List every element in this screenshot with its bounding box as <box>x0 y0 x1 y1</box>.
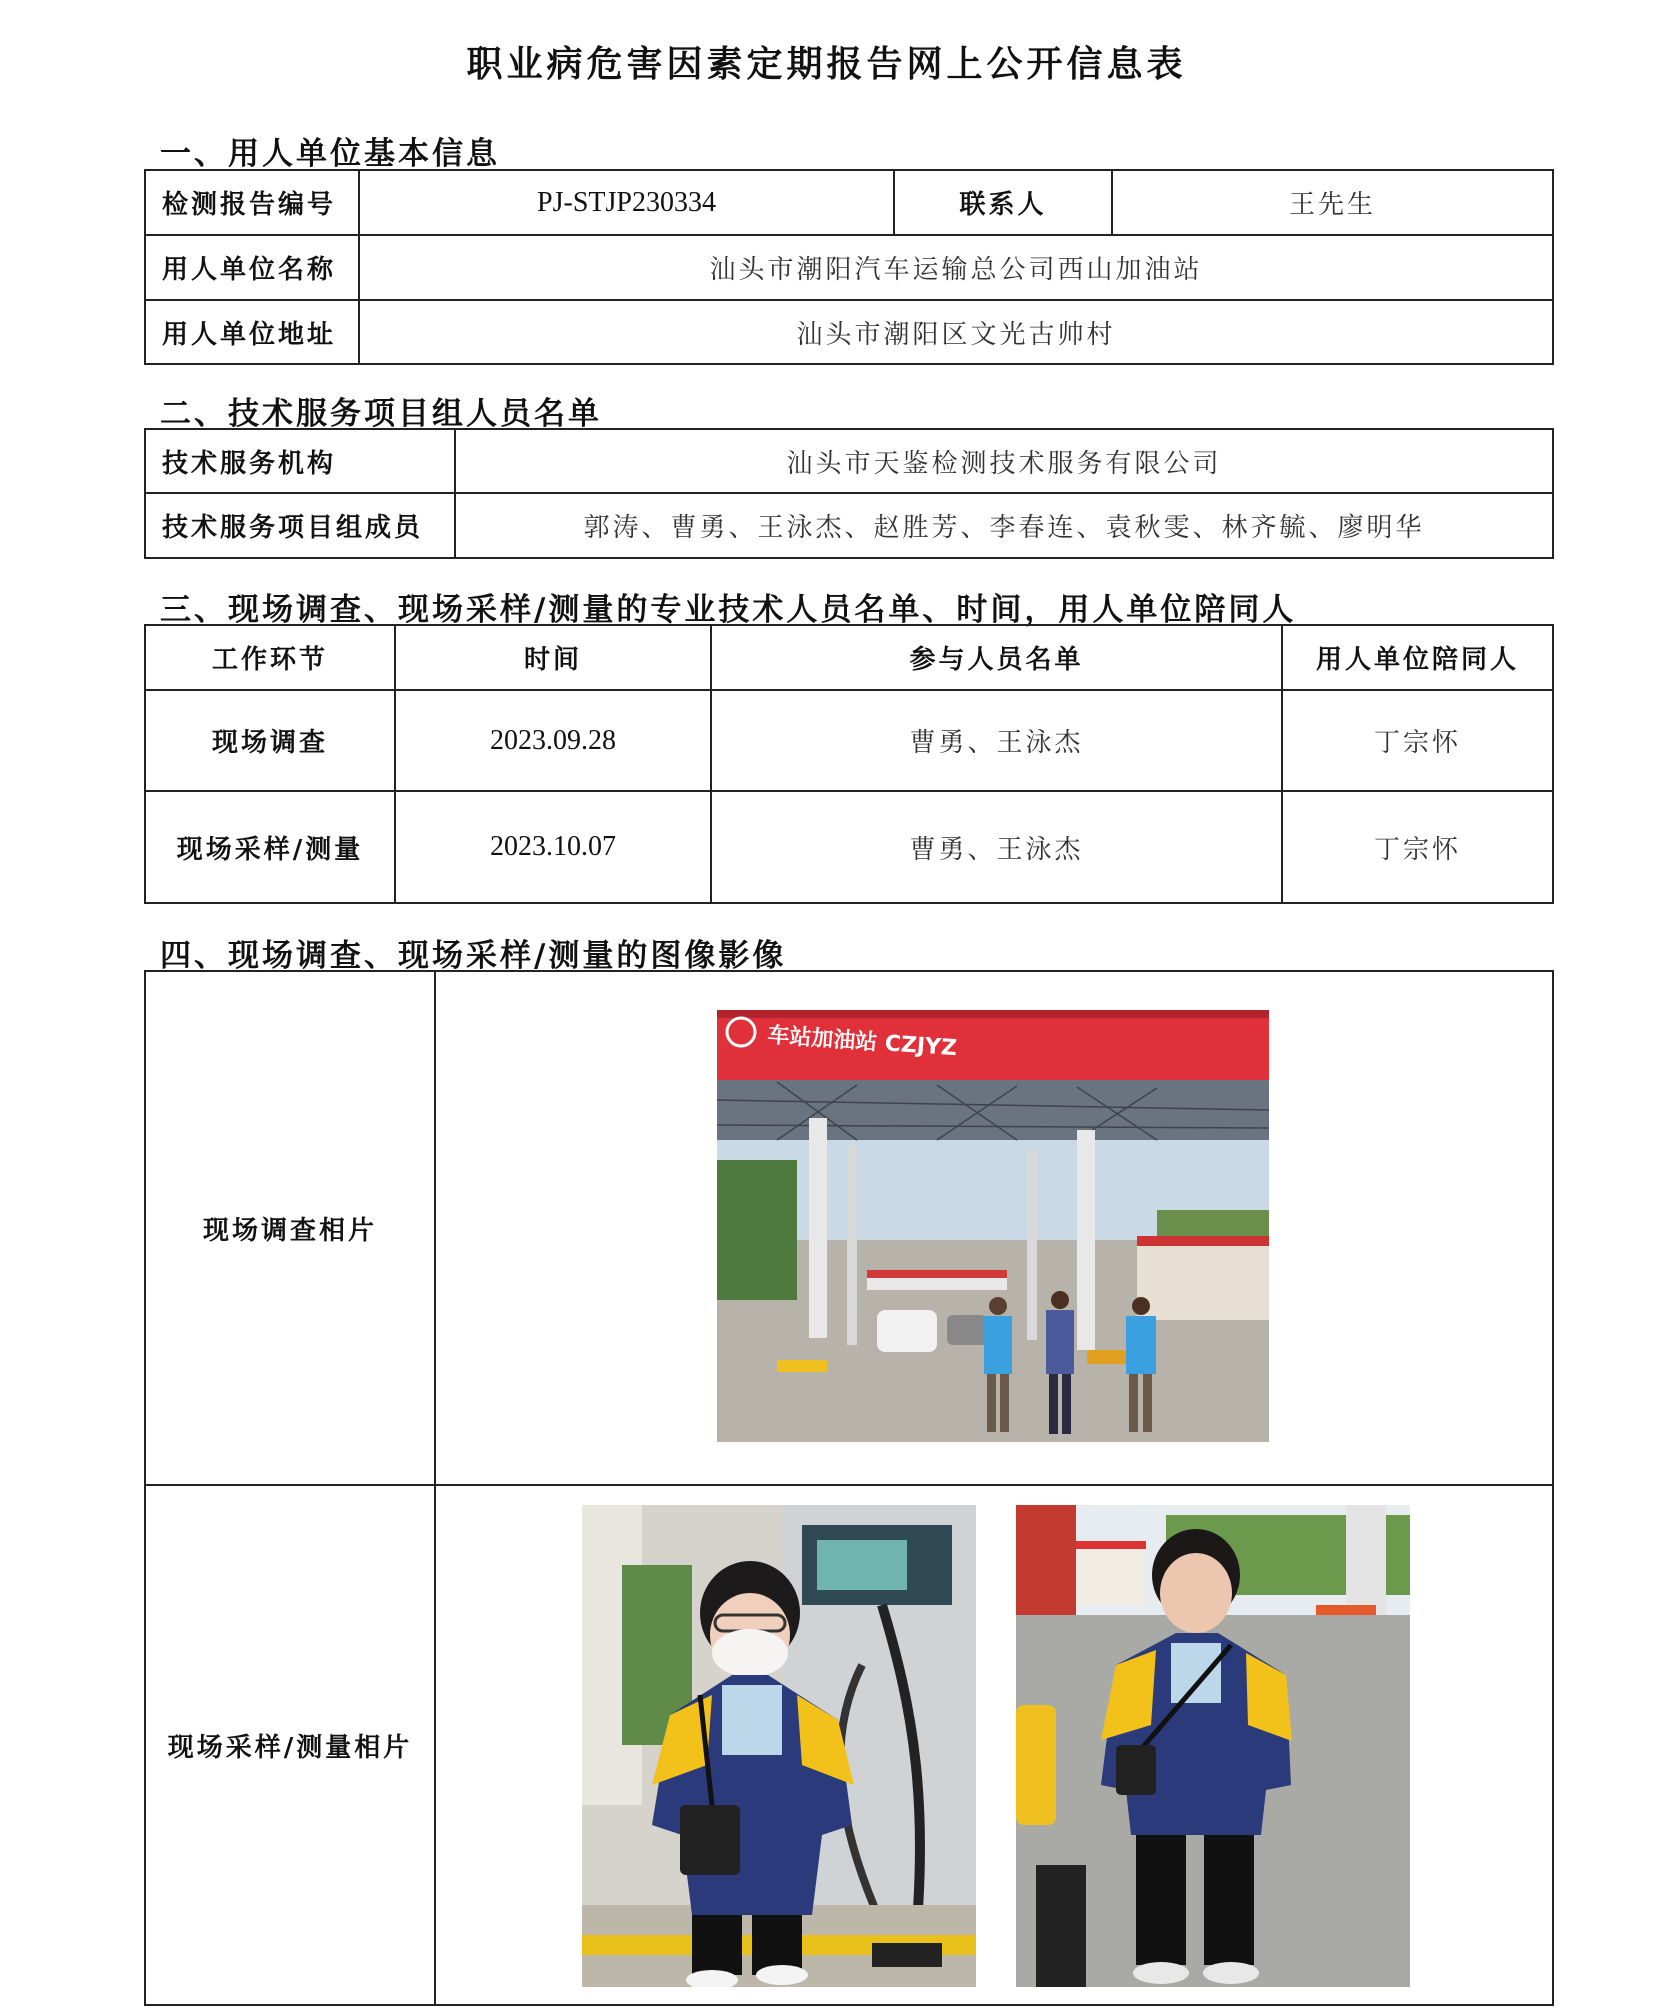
contact-value: 王先生 <box>1112 170 1553 235</box>
org-label: 技术服务机构 <box>145 429 455 493</box>
worker-with-mask-image <box>582 1505 976 1987</box>
basic-info-table <box>144 169 1554 365</box>
section2-heading: 二、技术服务项目组人员名单 <box>160 396 602 432</box>
team-table <box>144 428 1554 559</box>
date-cell: 2023.09.28 <box>395 690 711 791</box>
section4-heading: 四、现场调查、现场采样/测量的图像影像 <box>160 938 787 974</box>
staff-cell: 曹勇、王泳杰 <box>711 690 1282 791</box>
section1-heading: 一、用人单位基本信息 <box>160 136 500 172</box>
escort-cell: 丁宗怀 <box>1282 791 1553 903</box>
survey-photo-label: 现场调查相片 <box>145 971 435 1485</box>
sampling-photo-2 <box>1016 1505 1410 1987</box>
survey-photo <box>717 1010 1269 1442</box>
date-cell: 2023.10.07 <box>395 791 711 903</box>
unit-name-value: 汕头市潮阳汽车运输总公司西山加油站 <box>359 235 1553 300</box>
gas-station-image <box>717 1010 1269 1442</box>
unit-addr-value: 汕头市潮阳区文光古帅村 <box>359 300 1553 364</box>
table-row <box>145 791 1553 903</box>
contact-label: 联系人 <box>894 170 1112 235</box>
staff-cell: 曹勇、王泳杰 <box>711 791 1282 903</box>
section3-heading: 三、现场调查、现场采样/测量的专业技术人员名单、时间，用人单位陪同人 <box>160 592 1297 628</box>
station-sign-text: 车站加油站 CZJYZ <box>766 1023 958 1062</box>
escort-cell: 丁宗怀 <box>1282 690 1553 791</box>
col-header-date: 时间 <box>395 625 711 690</box>
col-header-stage: 工作环节 <box>145 625 395 690</box>
schedule-table <box>144 624 1554 904</box>
stage-cell: 现场调查 <box>145 690 395 791</box>
members-label: 技术服务项目组成员 <box>145 493 455 558</box>
sampling-photo-label: 现场采样/测量相片 <box>145 1485 435 2005</box>
report-no-value: PJ-STJP230334 <box>359 170 894 235</box>
unit-addr-label: 用人单位地址 <box>145 300 359 364</box>
unit-name-label: 用人单位名称 <box>145 235 359 300</box>
stage-cell: 现场采样/测量 <box>145 791 395 903</box>
page-title: 职业病危害因素定期报告网上公开信息表 <box>466 44 1187 85</box>
col-header-escort: 用人单位陪同人 <box>1282 625 1553 690</box>
report-no-label: 检测报告编号 <box>145 170 359 235</box>
members-value: 郭涛、曹勇、王泳杰、赵胜芳、李春连、袁秋雯、林齐毓、廖明华 <box>455 493 1553 558</box>
sampling-photo-1 <box>582 1505 976 1987</box>
worker-forecourt-image <box>1016 1505 1410 1987</box>
org-value: 汕头市天鉴检测技术服务有限公司 <box>455 429 1553 493</box>
col-header-staff: 参与人员名单 <box>711 625 1282 690</box>
table-row <box>145 690 1553 791</box>
